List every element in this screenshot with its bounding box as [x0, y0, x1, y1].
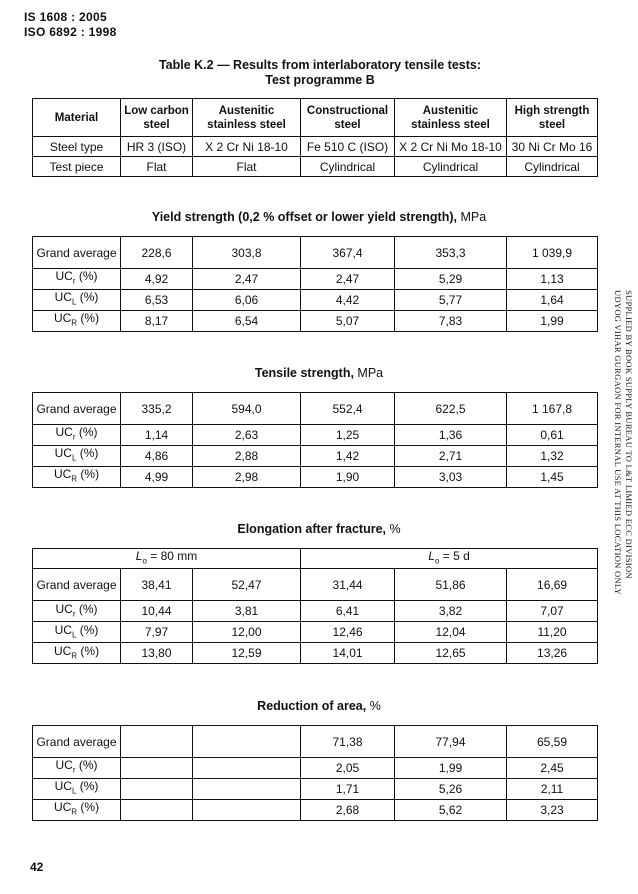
l0-symbol: L [428, 549, 435, 563]
cell: 2,63 [193, 425, 301, 446]
cell: Flat [121, 157, 193, 177]
label-sub: L [71, 630, 77, 640]
label-sub: L [71, 786, 77, 796]
cell: 2,98 [193, 467, 301, 488]
label-pct: (%) [76, 290, 99, 305]
table-row [33, 446, 598, 467]
label-pct: (%) [77, 467, 100, 482]
cell: Cylindrical [507, 157, 598, 177]
cell: 4,99 [121, 467, 193, 488]
cell: 303,8 [193, 237, 301, 269]
cell: 12,65 [395, 643, 507, 664]
cell: 5,26 [395, 779, 507, 800]
cell: 52,47 [193, 569, 301, 601]
label-sub: R [71, 318, 78, 328]
label-main: UC [53, 800, 72, 815]
label-main: UC [53, 311, 72, 326]
cell: 2,45 [507, 758, 598, 779]
cell: 2,68 [301, 800, 395, 821]
table-row [33, 800, 598, 821]
cell: 4,42 [301, 290, 395, 311]
label-main: UC [53, 467, 72, 482]
label-sub: r [72, 432, 76, 442]
label-pct: (%) [75, 601, 98, 616]
tensile-title: Tensile strength, [254, 366, 354, 380]
label-pct: (%) [77, 800, 100, 815]
cell: 4,92 [121, 269, 193, 290]
row-label-ucR [33, 800, 121, 821]
label-pct: (%) [77, 643, 100, 658]
cell: 353,3 [395, 237, 507, 269]
cell: 3,81 [193, 601, 301, 622]
elongation-table [32, 548, 598, 664]
cell [193, 800, 301, 821]
row-label-ucl [33, 446, 121, 467]
cell: 5,07 [301, 311, 395, 332]
label-sub: L [71, 297, 77, 307]
cell: 5,29 [395, 269, 507, 290]
table-row [33, 758, 598, 779]
cell: 5,77 [395, 290, 507, 311]
cell: 3,03 [395, 467, 507, 488]
table-row [33, 393, 598, 425]
cell: 38,41 [121, 569, 193, 601]
cell: 2,88 [193, 446, 301, 467]
cell [121, 726, 193, 758]
table-row [33, 643, 598, 664]
cell: 1,32 [507, 446, 598, 467]
label-sub: L [71, 453, 77, 463]
label-main: UC [55, 425, 73, 440]
cell: 2,47 [193, 269, 301, 290]
cell: 11,20 [507, 622, 598, 643]
tensile-table [32, 392, 598, 488]
table-row [33, 237, 598, 269]
table-title-line1: Table K.2 — Results from interlaboratory tensile tests: [158, 58, 482, 72]
table-row [33, 311, 598, 332]
reduction-table [32, 725, 598, 821]
cell: 2,05 [301, 758, 395, 779]
header-cell: Constructional steel [301, 99, 395, 137]
row-label-grand-average: Grand average [33, 569, 121, 601]
test-piece-row [33, 157, 598, 177]
label-main: UC [54, 290, 72, 305]
row-label-ucr [33, 758, 121, 779]
tensile-heading [0, 366, 638, 380]
cell: 2,47 [301, 269, 395, 290]
table-title [110, 58, 530, 88]
reduction-heading [0, 699, 638, 713]
standard-reference [24, 10, 117, 40]
table-row [33, 726, 598, 758]
cell: 1,14 [121, 425, 193, 446]
page-number: 42 [30, 860, 44, 874]
row-label-ucR [33, 467, 121, 488]
table-row [33, 601, 598, 622]
cell: 13,80 [121, 643, 193, 664]
row-label-grand-average: Grand average [33, 726, 121, 758]
cell: HR 3 (ISO) [121, 137, 193, 157]
cell: 6,06 [193, 290, 301, 311]
header-cell: Material [33, 99, 121, 137]
cell: 2,71 [395, 446, 507, 467]
l0-symbol: L [135, 549, 143, 563]
cell: 3,82 [395, 601, 507, 622]
cell: 30 Ni Cr Mo 16 [507, 137, 598, 157]
row-label-ucR [33, 311, 121, 332]
cell: Flat [193, 157, 301, 177]
table-row [33, 425, 598, 446]
header-cell: Austenitic stainless steel [193, 99, 301, 137]
cell: 51,86 [395, 569, 507, 601]
label-sub: R [71, 474, 78, 484]
cell: 12,59 [193, 643, 301, 664]
cell [121, 800, 193, 821]
cell: Cylindrical [301, 157, 395, 177]
elongation-heading [0, 522, 638, 536]
label-pct: (%) [76, 446, 99, 461]
cell: X 2 Cr Ni Mo 18-10 [395, 137, 507, 157]
table-row [33, 779, 598, 800]
label-main: UC [55, 269, 73, 284]
cell [121, 779, 193, 800]
cell: 367,4 [301, 237, 395, 269]
supply-watermark-line2: UDYOG VIHAR GURGAON FOR INTERNAL USE AT THIS LOCATION ONLY [613, 290, 623, 596]
table-title-line2: Test programme B [265, 73, 375, 87]
cell: 31,44 [301, 569, 395, 601]
table-row [33, 569, 598, 601]
cell: 6,41 [301, 601, 395, 622]
label-main: UC [54, 446, 72, 461]
cell: Steel type [33, 137, 121, 157]
label-sub: r [72, 609, 76, 619]
cell [193, 726, 301, 758]
label-sub: r [72, 765, 76, 775]
row-label-ucl [33, 779, 121, 800]
row-label-ucr [33, 269, 121, 290]
cell: 1,71 [301, 779, 395, 800]
cell: 1,90 [301, 467, 395, 488]
label-main: UC [55, 601, 73, 616]
elongation-title: Elongation after fracture, [237, 522, 387, 536]
yield-title: Yield strength (0,2 % offset or lower yield strength), [151, 210, 457, 224]
yield-unit: MPa [456, 210, 487, 224]
header-cell: Low carbon steel [121, 99, 193, 137]
cell: 1,45 [507, 467, 598, 488]
label-pct: (%) [76, 622, 99, 637]
label-main: UC [54, 622, 72, 637]
cell: 6,53 [121, 290, 193, 311]
label-pct: (%) [75, 269, 98, 284]
cell: 1,99 [395, 758, 507, 779]
cell: 1,36 [395, 425, 507, 446]
row-label-ucr [33, 425, 121, 446]
row-label-grand-average: Grand average [33, 393, 121, 425]
cell: 1 039,9 [507, 237, 598, 269]
cell: Fe 510 C (ISO) [301, 137, 395, 157]
yield-table [32, 236, 598, 332]
cell: 12,04 [395, 622, 507, 643]
l0-sub: o [434, 556, 440, 566]
table-row [33, 269, 598, 290]
cell: 10,44 [121, 601, 193, 622]
cell: 1,99 [507, 311, 598, 332]
cell: 6,54 [193, 311, 301, 332]
cell: 71,38 [301, 726, 395, 758]
cell [121, 758, 193, 779]
cell: 228,6 [121, 237, 193, 269]
steel-type-row [33, 137, 598, 157]
l0-value: = 80 mm [146, 549, 198, 563]
row-label-grand-average: Grand average [33, 237, 121, 269]
gauge-length-5d [301, 549, 598, 569]
label-sub: r [72, 276, 76, 286]
cell: 12,00 [193, 622, 301, 643]
cell: 14,01 [301, 643, 395, 664]
label-main: UC [53, 643, 72, 658]
cell: 65,59 [507, 726, 598, 758]
cell [193, 758, 301, 779]
row-label-ucr [33, 601, 121, 622]
cell: 1,25 [301, 425, 395, 446]
cell: 1,13 [507, 269, 598, 290]
row-label-ucR [33, 643, 121, 664]
standard-iso: ISO 6892 : 1998 [24, 25, 117, 39]
yield-heading [0, 210, 638, 224]
standard-is: IS 1608 : 2005 [24, 10, 107, 24]
reduction-title: Reduction of area, [257, 699, 367, 713]
cell: 7,97 [121, 622, 193, 643]
cell: 7,07 [507, 601, 598, 622]
cell: 12,46 [301, 622, 395, 643]
reduction-unit: % [366, 699, 381, 713]
cell: 5,62 [395, 800, 507, 821]
supply-watermark [612, 290, 634, 595]
gauge-length-80mm [33, 549, 301, 569]
label-sub: R [71, 807, 78, 817]
cell [193, 779, 301, 800]
cell: 4,86 [121, 446, 193, 467]
label-main: UC [54, 779, 72, 794]
elongation-unit: % [386, 522, 401, 536]
table-row [33, 622, 598, 643]
supply-watermark-line1: SUPPLIED BY BOOK SUPPLY BUREAU TO L&T LIMIED ECC DIVISION [624, 290, 634, 579]
cell: 8,17 [121, 311, 193, 332]
cell: Test piece [33, 157, 121, 177]
cell: 1,64 [507, 290, 598, 311]
label-pct: (%) [77, 311, 100, 326]
cell: 7,83 [395, 311, 507, 332]
label-sub: R [71, 651, 78, 661]
l0-sub: o [142, 556, 147, 566]
label-pct: (%) [75, 758, 98, 773]
l0-value: = 5 d [439, 549, 470, 563]
cell: 2,11 [507, 779, 598, 800]
label-main: UC [55, 758, 73, 773]
cell: 622,5 [395, 393, 507, 425]
cell: 0,61 [507, 425, 598, 446]
gauge-length-row [33, 549, 598, 569]
header-cell: Austenitic stainless steel [395, 99, 507, 137]
row-label-ucl [33, 622, 121, 643]
materials-header-row [33, 99, 598, 137]
table-row [33, 290, 598, 311]
row-label-ucl [33, 290, 121, 311]
cell: Cylindrical [395, 157, 507, 177]
table-row [33, 467, 598, 488]
cell: 594,0 [193, 393, 301, 425]
cell: 77,94 [395, 726, 507, 758]
cell: 16,69 [507, 569, 598, 601]
cell: 552,4 [301, 393, 395, 425]
materials-table [32, 98, 598, 177]
label-pct: (%) [75, 425, 98, 440]
label-pct: (%) [76, 779, 99, 794]
tensile-unit: MPa [353, 366, 384, 380]
header-cell: High strength steel [507, 99, 598, 137]
cell: 1 167,8 [507, 393, 598, 425]
cell: 3,23 [507, 800, 598, 821]
cell: 1,42 [301, 446, 395, 467]
cell: 335,2 [121, 393, 193, 425]
cell: X 2 Cr Ni 18-10 [193, 137, 301, 157]
cell: 13,26 [507, 643, 598, 664]
